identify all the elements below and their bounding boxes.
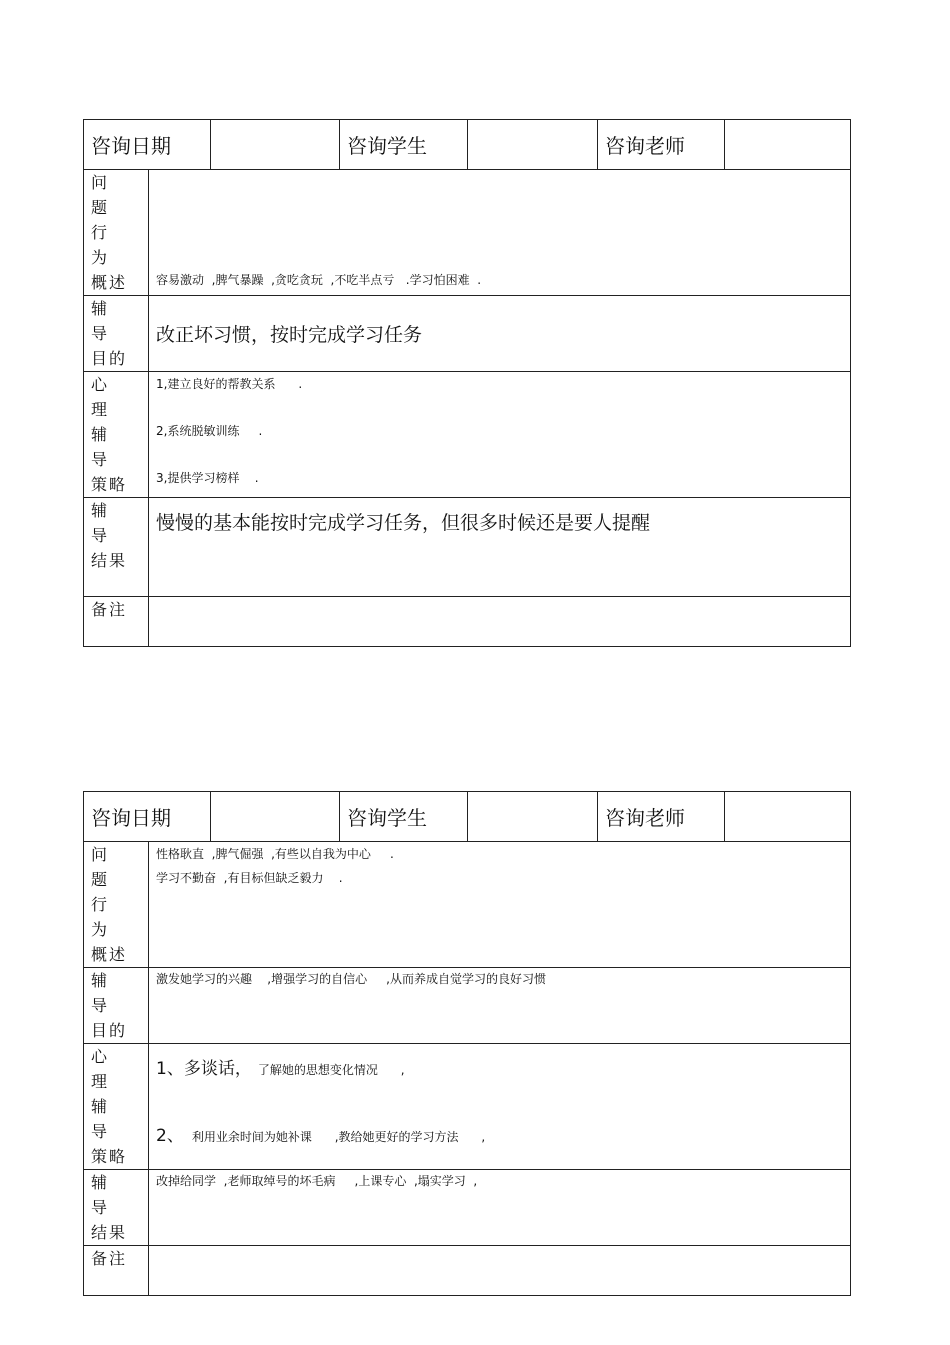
problem-label: 问 题 行 为 概述 — [84, 842, 149, 968]
remark-label: 备注 — [84, 597, 149, 647]
strategy-item: 3,提供学习榜样 . — [156, 471, 259, 485]
strategy-item: 2,系统脱敏训练 . — [156, 424, 263, 438]
remark-text[interactable] — [149, 597, 851, 647]
form-header-row — [84, 792, 851, 842]
result-row — [84, 1170, 851, 1246]
goal-row — [84, 968, 851, 1044]
result-row — [84, 498, 851, 597]
remark-text[interactable] — [149, 1246, 851, 1296]
goal-row — [84, 296, 851, 372]
problem-text[interactable]: 容易激动 ,脾气暴躁 ,贪吃贪玩 ,不吃半点亏 .学习怕困难 . — [149, 170, 851, 296]
goal-label: 辅 导 目的 — [84, 968, 149, 1044]
goal-text[interactable]: 激发她学习的兴趣 ,增强学习的自信心 ,从而养成自觉学习的良好习惯 — [149, 968, 851, 1044]
problem-row — [84, 842, 851, 968]
problem-line: 性格耿直 ,脾气倔强 ,有些以自我为中心 . — [156, 847, 394, 861]
date-value[interactable] — [211, 792, 340, 842]
student-label: 咨询学生 — [340, 120, 468, 170]
strategy-item: 1、多谈话， 了解她的思想变化情况 , — [156, 1059, 405, 1079]
remark-label: 备注 — [84, 1246, 149, 1296]
problem-row — [84, 170, 851, 296]
student-value[interactable] — [468, 120, 598, 170]
student-label: 咨询学生 — [340, 792, 468, 842]
result-label: 辅 导 结果 — [84, 498, 149, 597]
result-text[interactable]: 慢慢的基本能按时完成学习任务，但很多时候还是要人提醒 — [149, 498, 851, 597]
form-header-row — [84, 120, 851, 170]
strategy-item: 2、 利用业余时间为她补课 ,教给她更好的学习方法 , — [156, 1126, 486, 1146]
date-value[interactable] — [211, 120, 340, 170]
goal-label: 辅 导 目的 — [84, 296, 149, 372]
date-label: 咨询日期 — [84, 120, 211, 170]
remark-row — [84, 597, 851, 647]
remark-row — [84, 1246, 851, 1296]
counseling-form-1 — [83, 119, 851, 647]
strategy-row — [84, 1044, 851, 1170]
teacher-label: 咨询老师 — [598, 120, 725, 170]
result-label: 辅 导 结果 — [84, 1170, 149, 1246]
teacher-value[interactable] — [725, 792, 851, 842]
goal-text[interactable]: 改正坏习惯，按时完成学习任务 — [149, 296, 851, 372]
problem-line: 学习不勤奋 ,有目标但缺乏毅力 . — [156, 871, 343, 885]
teacher-label: 咨询老师 — [598, 792, 725, 842]
strategy-label: 心 理 辅 导 策略 — [84, 372, 149, 498]
strategy-item: 1,建立良好的帮教关系 . — [156, 377, 303, 391]
teacher-value[interactable] — [725, 120, 851, 170]
problem-label: 问 题 行 为 概述 — [84, 170, 149, 296]
strategy-text[interactable] — [149, 1044, 851, 1170]
strategy-text[interactable] — [149, 372, 851, 498]
date-label: 咨询日期 — [84, 792, 211, 842]
counseling-form-2 — [83, 791, 851, 1296]
student-value[interactable] — [468, 792, 598, 842]
result-text[interactable]: 改掉给同学 ,老师取绰号的坏毛病 ,上课专心 ,塌实学习 , — [149, 1170, 851, 1246]
strategy-row — [84, 372, 851, 498]
problem-text[interactable] — [149, 842, 851, 968]
strategy-label: 心 理 辅 导 策略 — [84, 1044, 149, 1170]
